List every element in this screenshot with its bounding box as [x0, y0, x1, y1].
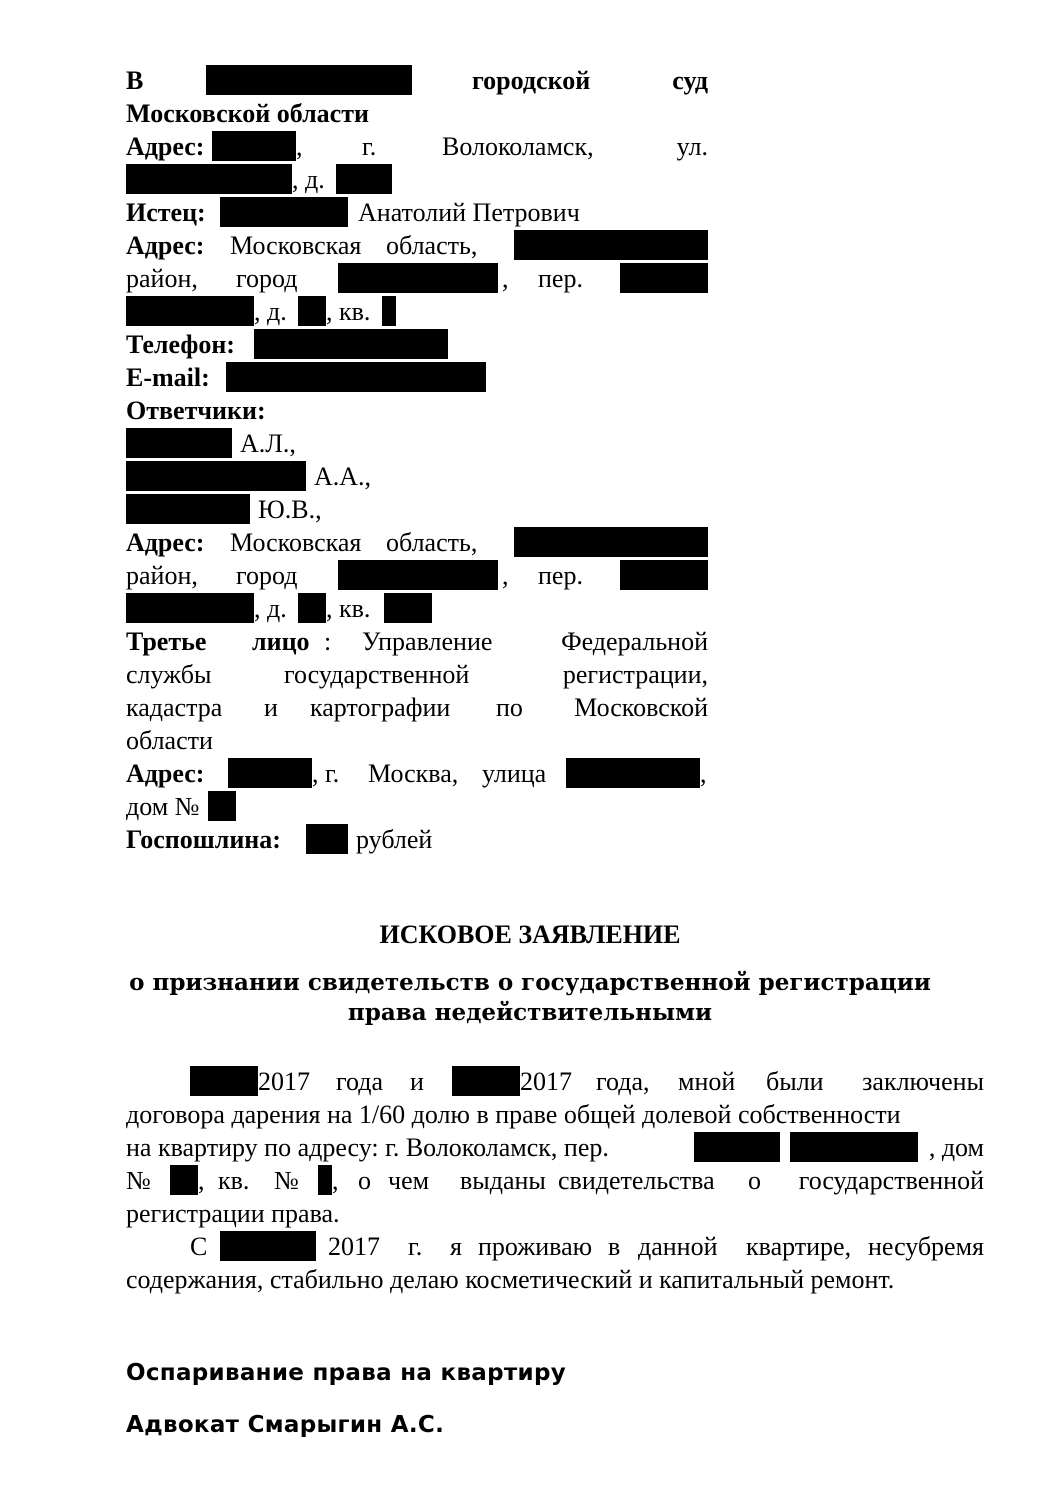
third-party-label: Третье — [126, 627, 207, 656]
redaction-block — [318, 1165, 332, 1195]
redaction-block — [126, 593, 254, 623]
redaction-block — [208, 791, 236, 821]
document-title: ИСКОВОЕ ЗАЯВЛЕНИЕ — [379, 920, 681, 949]
body-line-1: 2017 года и 2017 года, мной были заключены — [126, 1065, 984, 1098]
redaction-block — [338, 263, 498, 293]
defendant-3: Ю.В., — [126, 493, 708, 526]
body-line-7: содержания, стабильно делаю косметический и капитальный ремонт. — [126, 1265, 895, 1294]
redaction-block — [566, 758, 700, 788]
redaction-block — [126, 296, 254, 326]
redaction-block — [228, 758, 312, 788]
redaction-block — [620, 560, 708, 590]
body-line-3: на квартиру по адресу: г. Волоколамск, пер. , дом — [126, 1133, 984, 1162]
court-address-label: Адрес: — [126, 132, 205, 161]
phone-label: Телефон: — [126, 330, 235, 359]
redaction-block — [514, 527, 708, 557]
redaction-block — [126, 494, 250, 524]
court-suffix: суд — [672, 66, 708, 95]
redaction-block — [384, 593, 432, 623]
third-party-line-3: кадастра и картографии по Московской — [126, 693, 708, 722]
redaction-block — [338, 560, 498, 590]
third-party-line: Третье лицо : Управление Федеральной — [126, 627, 708, 656]
fee-line: Госпошлина: рублей — [126, 825, 433, 854]
plaintiff-address-line-3: , д. , кв. — [126, 295, 708, 328]
body-line-2: договора дарения на 1/60 долю в праве общей долевой собственности — [126, 1100, 901, 1129]
defendant-1: А.Л., — [126, 427, 708, 460]
court-address-line: Адрес: , г. Волоколамск, ул. — [126, 132, 708, 161]
redaction-block — [298, 593, 326, 623]
redaction-block — [336, 164, 392, 194]
court-prefix: В — [126, 66, 144, 95]
link-lawyer-smarygin[interactable]: Адвокат Смарыгин А.С. — [126, 1412, 445, 1438]
redaction-block — [226, 362, 486, 392]
plaintiff-address-line-2: район, город , пер. — [126, 262, 708, 295]
redaction-block — [206, 65, 412, 95]
third-party-line-2: службы государственной регистрации, — [126, 660, 708, 689]
redaction-block — [212, 131, 296, 161]
redaction-block — [694, 1132, 780, 1162]
plaintiff-line — [126, 196, 708, 229]
plaintiff-name: Анатолий Петрович — [358, 198, 580, 227]
redaction-block — [620, 263, 708, 293]
redaction-block — [514, 230, 708, 260]
defendants-address-line-3: , д. , кв. — [126, 592, 708, 625]
redaction-block — [126, 461, 306, 491]
third-party-address-line: Адрес: , г. Москва, улица , — [126, 759, 707, 788]
redaction-block — [306, 824, 348, 854]
redaction-block — [452, 1066, 520, 1096]
body-line-5: регистрации права. — [126, 1199, 340, 1228]
defendants-address-line-2: район, город , пер. — [126, 559, 708, 592]
plaintiff-label: Истец: — [126, 198, 206, 227]
court-line — [126, 64, 708, 97]
phone-line — [126, 328, 708, 361]
redaction-block — [298, 296, 326, 326]
fee-label: Госпошлина: — [126, 825, 281, 854]
document-subtitle-line-2: права недействительными — [347, 999, 713, 1026]
redaction-block — [126, 164, 292, 194]
redaction-block — [382, 296, 396, 326]
defendants-address-line: Адрес: Московская область, — [126, 526, 708, 559]
body-line-4: № , кв. № , о чем выданы свидетельства о государственной — [126, 1166, 984, 1195]
email-label: E-mail: — [126, 363, 210, 392]
body-line-6: С 2017 г. я проживаю в данной квартире, несу бремя — [190, 1232, 984, 1261]
plaintiff-address-line: Адрес: Московская область, — [126, 229, 708, 262]
document-page: В городской суд Московской области Адрес: , г. Волоколамск, ул. , д. Истец: Анатолий Петрович Адрес: Московская область, район, город , пер. , д. , кв. Телефон: E-mail: Ответчики: А.Л., А.А., Ю.В., Адрес: Московская область, район, город , пер. , д. , кв. Третье лицо : Управление Федеральной службы государственной регистрации, кадастра и картографии по Московской области Адрес: , г. Москва, улица , дом № Госпошлина: рублей ИСКОВОЕ ЗАЯВЛЕНИЕ о признании свидетельств о государственной регистрации права недействительными 2017 года и 2017 года, мной были заключены договора дарения на 1/60 долю в праве общей долевой собственности на квартиру по адресу: г. Волоколамск, пер. , дом № , кв. № , о чем выданы свидетельства о государственной регистрации права. С 2017 г. я проживаю в данной квартире, несу бремя содержания, стабильно делаю косметический и капитальный ремонт. Оспаривание права на квартиру Адвокат Смарыгин А.С. — [0, 0, 1060, 1500]
redaction-block — [190, 1066, 258, 1096]
defendant-2: А.А., — [126, 460, 708, 493]
redaction-block — [170, 1165, 198, 1195]
link-contest-apartment-right[interactable]: Оспаривание права на квартиру — [126, 1360, 566, 1386]
redaction-block — [254, 329, 448, 359]
document-subtitle-line-1: о признании свидетельств о государственной регистрации — [129, 969, 931, 996]
redaction-block — [790, 1132, 918, 1162]
redaction-block — [220, 197, 348, 227]
court-type: городской — [472, 66, 591, 95]
court-address-line-2: , д. — [126, 163, 708, 196]
third-party-address-line-2: дом № — [126, 790, 708, 823]
redaction-block — [220, 1231, 316, 1261]
email-line — [126, 361, 708, 394]
redaction-block — [126, 428, 232, 458]
